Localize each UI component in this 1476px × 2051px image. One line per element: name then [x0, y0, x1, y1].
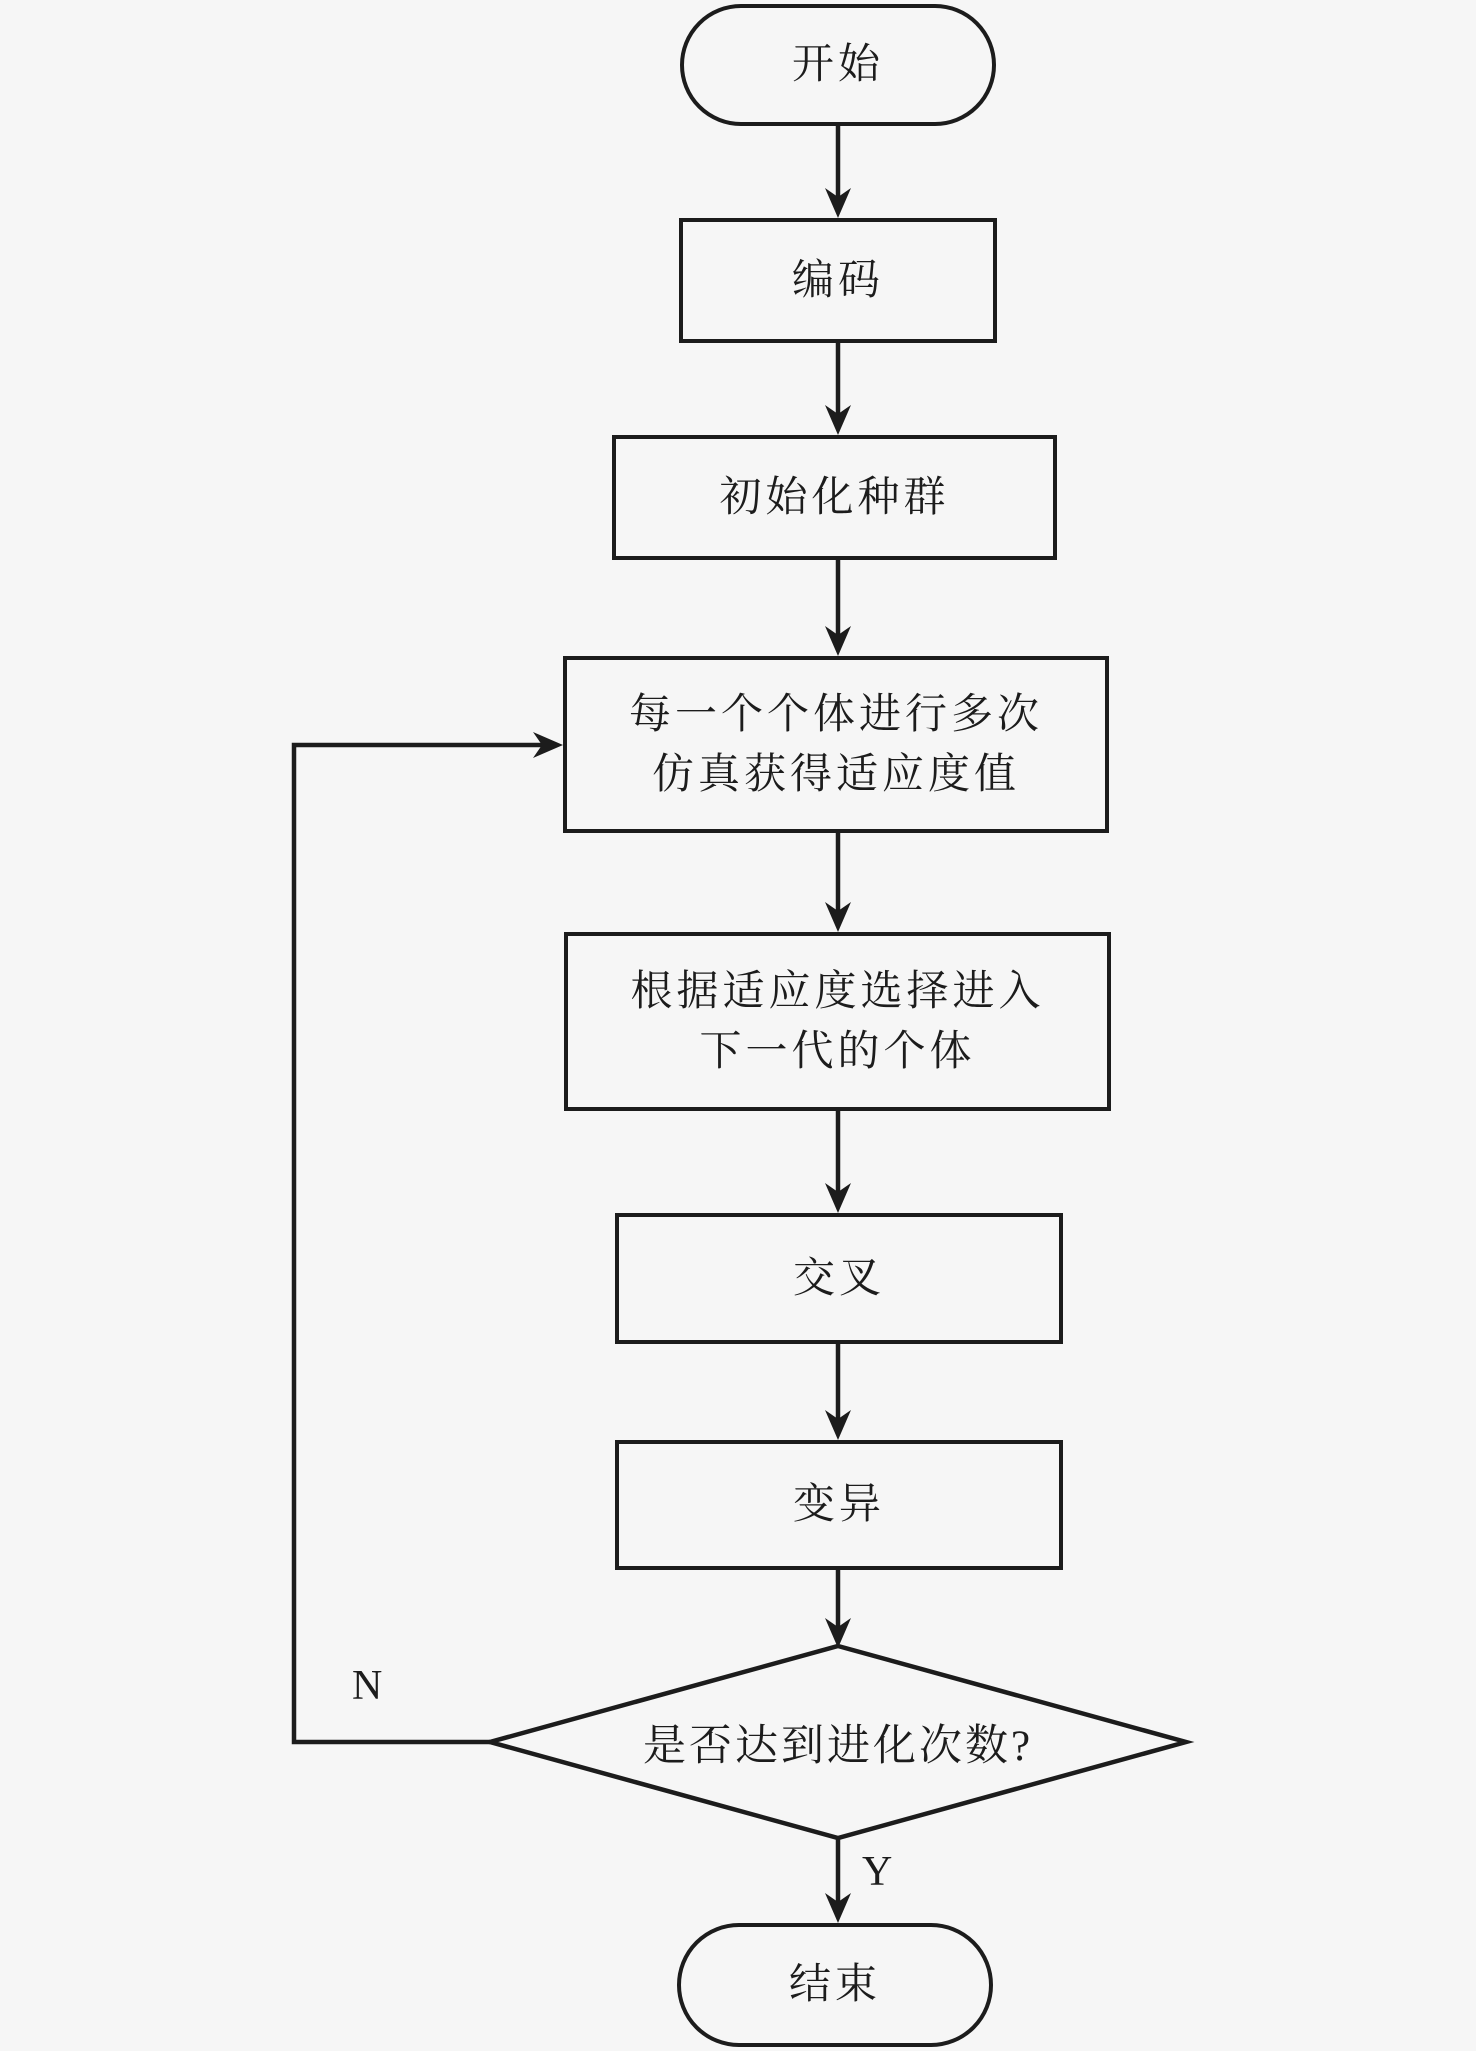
init-population-step-label: 初始化种群 — [719, 474, 950, 521]
end-node — [677, 1923, 993, 2047]
crossover-step — [615, 1213, 1063, 1344]
mutation-step-label: 变异 — [792, 1482, 885, 1528]
edge-label-no: N — [352, 1663, 383, 1709]
feedback-loop-no-branch — [294, 732, 563, 1742]
arrow-start-to-encode — [825, 126, 851, 218]
encode-step-label: 编码 — [791, 257, 884, 304]
selection-step — [564, 932, 1111, 1111]
start-node — [680, 4, 996, 126]
arrow-init-to-fitness — [825, 560, 851, 656]
mutation-step — [615, 1440, 1063, 1570]
arrow-mutation-to-decision — [825, 1570, 851, 1648]
arrow-decision-to-end — [825, 1838, 851, 1923]
arrow-encode-to-init — [825, 343, 851, 435]
fitness-eval-step — [563, 656, 1109, 833]
edge-label-yes: Y — [862, 1849, 893, 1895]
init-population-step — [612, 435, 1057, 560]
fitness-eval-step-line2: 仿真获得适应度值 — [651, 751, 1020, 798]
arrow-fitness-to-selection — [825, 833, 851, 932]
decision-diamond-label: 是否达到进化次数? — [642, 1722, 1034, 1770]
start-node-label: 开始 — [791, 42, 884, 88]
encode-step — [679, 218, 997, 343]
crossover-step-label: 交叉 — [792, 1255, 885, 1302]
arrow-crossover-to-mutation — [825, 1344, 851, 1440]
selection-step-line1: 根据适应度选择进入 — [630, 968, 1045, 1015]
fitness-eval-step-line1: 每一个个体进行多次 — [628, 691, 1043, 738]
selection-step-line2: 下一代的个体 — [699, 1028, 976, 1075]
arrow-selection-to-crossover — [825, 1111, 851, 1213]
end-node-label: 结束 — [788, 1962, 881, 2008]
